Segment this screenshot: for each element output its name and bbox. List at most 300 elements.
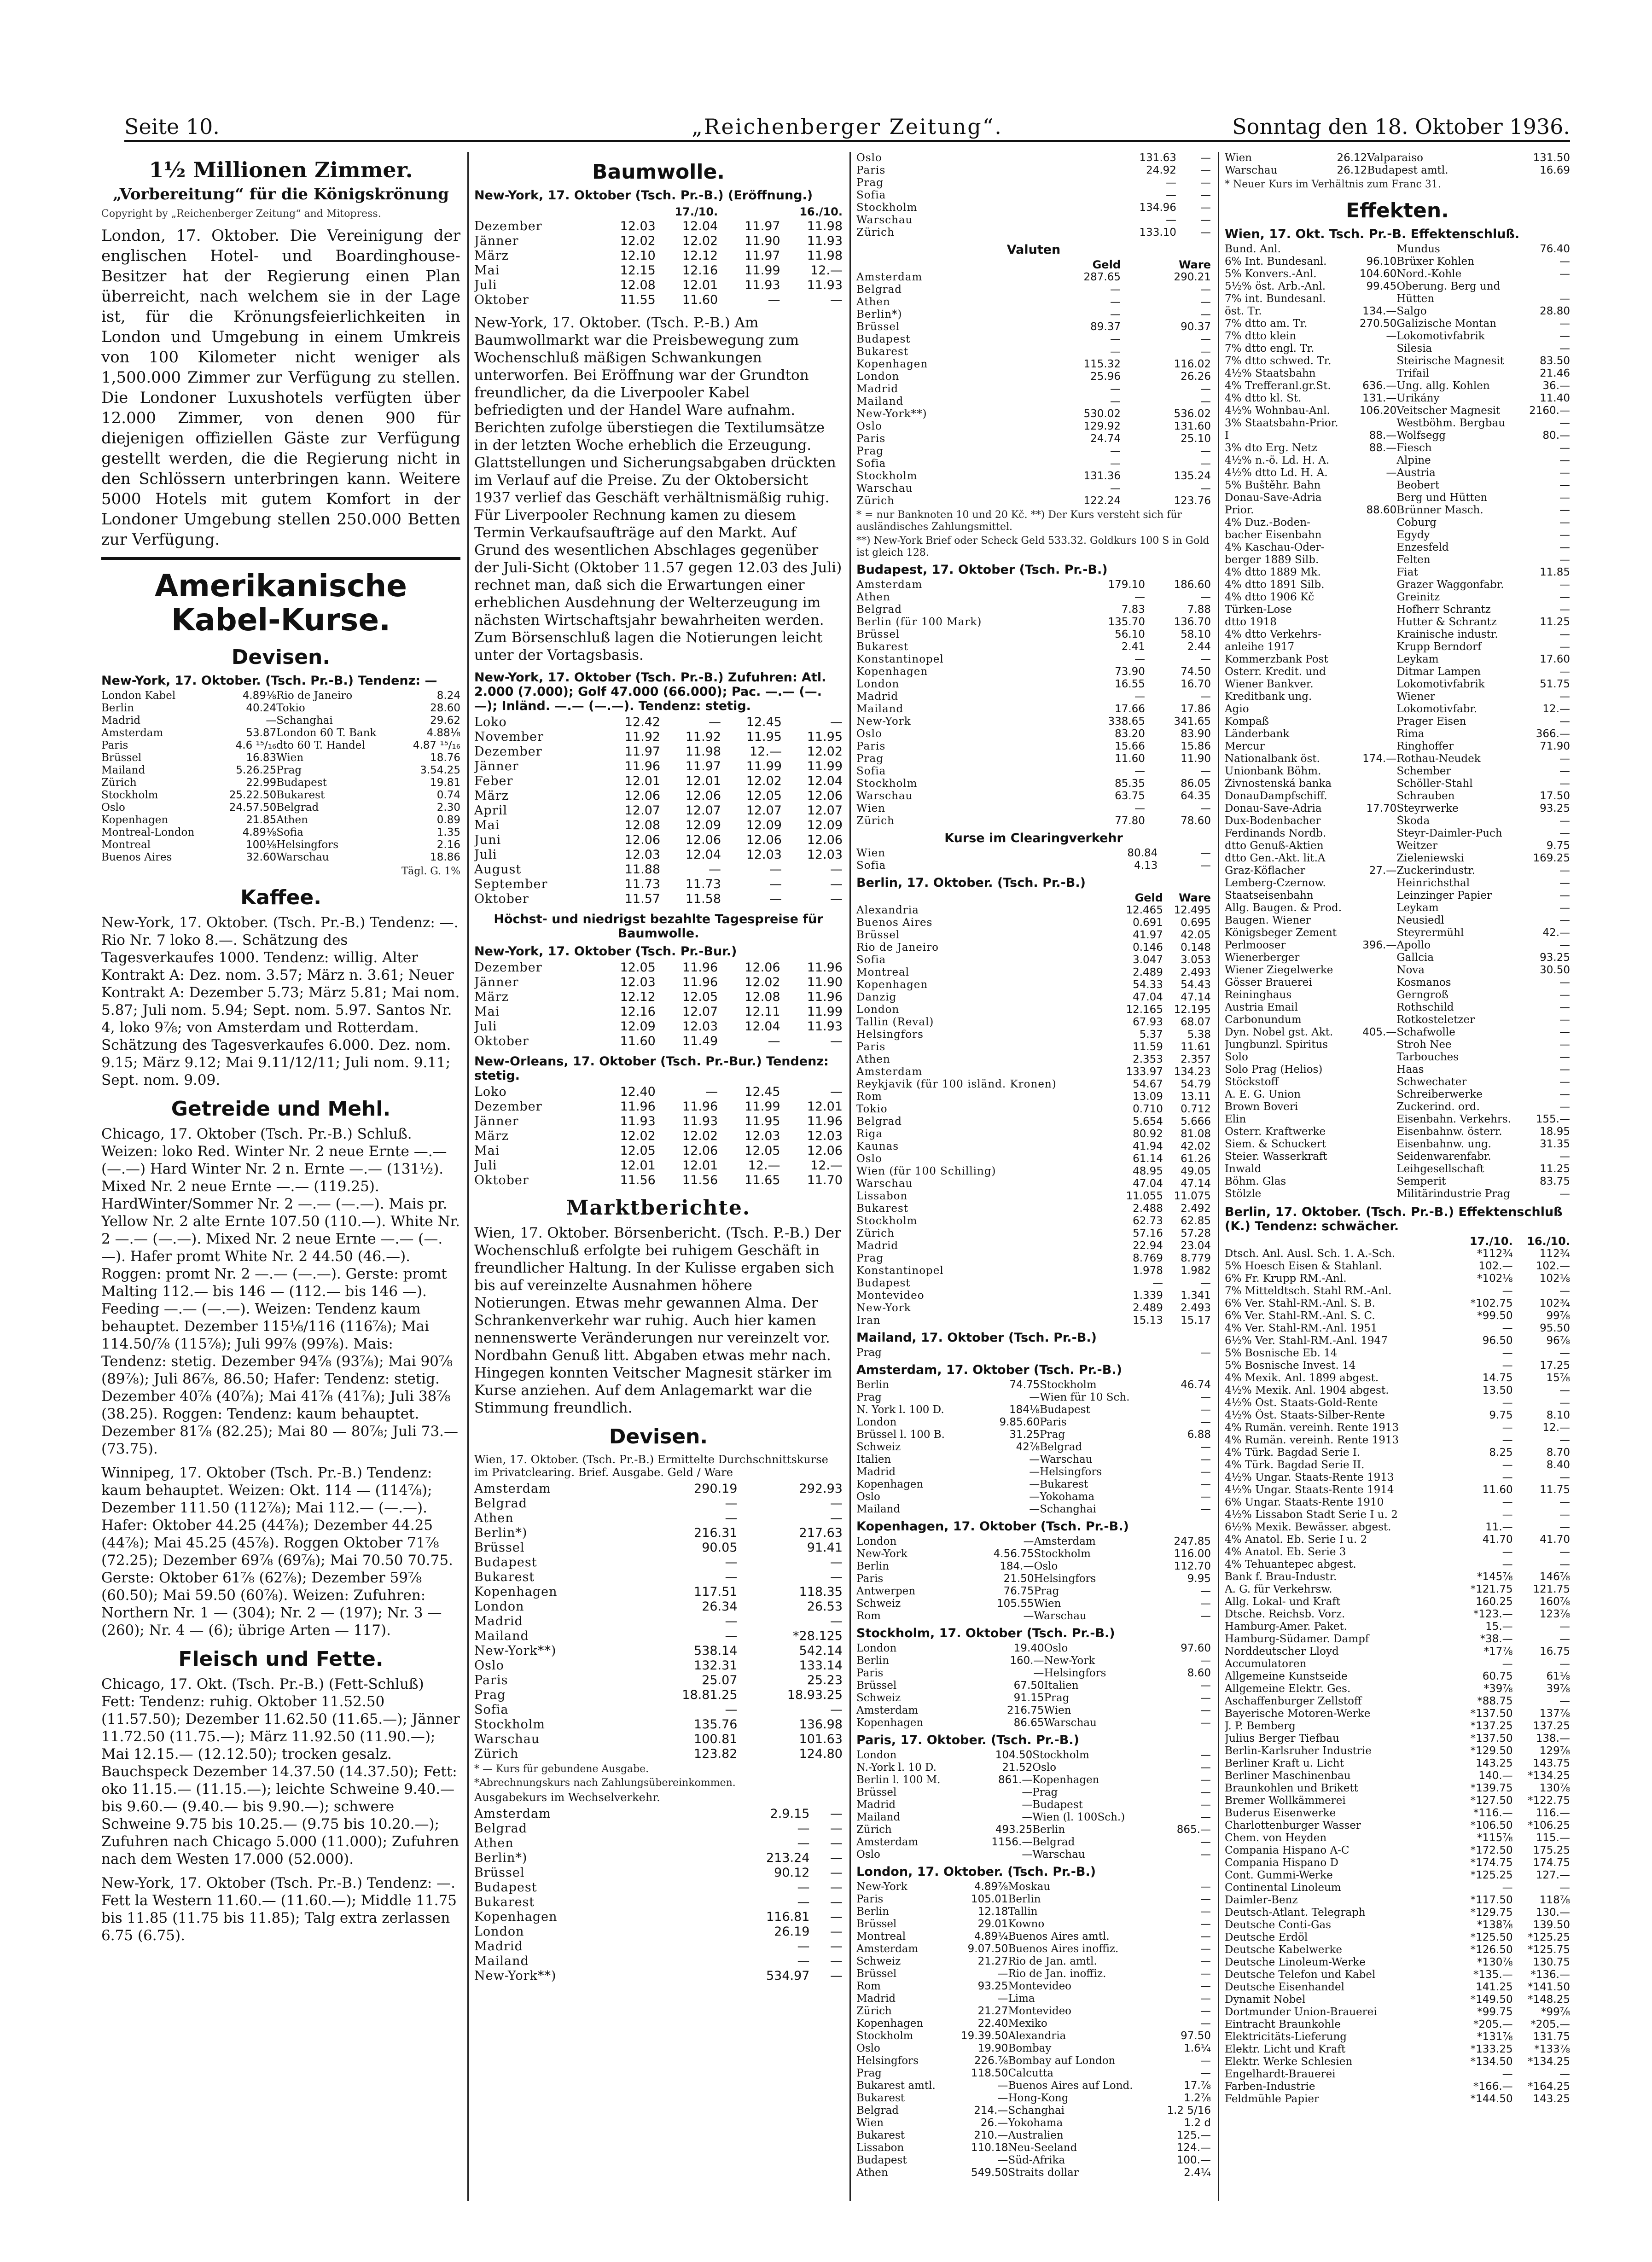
cell-value: —: [1559, 256, 1570, 267]
price-row: [474, 848, 843, 862]
cell-value: 25.23: [807, 1673, 843, 1687]
cell-value: 11.98: [807, 249, 843, 263]
cell-value: 549.50: [971, 2167, 1008, 2179]
price-row: [474, 1114, 843, 1129]
cell-value: 15.66: [1115, 740, 1145, 752]
cell-value: 7.83: [1121, 604, 1145, 616]
security-row: [1225, 554, 1570, 566]
cell-value: 25.22.50: [229, 789, 277, 801]
cell-value: —: [1559, 479, 1570, 491]
cell-value: —: [997, 2154, 1008, 2166]
cell-value: Kosmanos: [1396, 977, 1451, 989]
row-label: Sofia: [856, 954, 886, 966]
cell-value: 101.63: [799, 1732, 843, 1746]
cell-value: —: [1029, 1478, 1040, 1490]
row-label: Paris: [856, 1041, 886, 1053]
cell-value: Veitscher Magnesit: [1396, 405, 1501, 417]
cable-title: Amerikanische Kabel-Kurse.: [155, 568, 407, 638]
currency-row: [474, 1541, 843, 1555]
cell-value: Buenos Aires inoffiz.: [1008, 1943, 1119, 1955]
cell-value: —: [1559, 504, 1570, 516]
row-label: 4% dtto Verkehrs-: [1225, 628, 1322, 640]
cell-value: —: [1559, 902, 1570, 914]
cell-value: 11.97: [745, 219, 780, 233]
cell-value: 21.85: [246, 814, 277, 826]
security-row: [1225, 1944, 1570, 1956]
cell-value: Leihgesellschaft: [1396, 1163, 1484, 1175]
row-label: Prag: [856, 1252, 884, 1264]
currency-row: [856, 765, 1211, 778]
row-label: Antwerpen: [856, 1585, 916, 1597]
cell-value: —: [1559, 628, 1570, 640]
cell-value: —: [1200, 445, 1211, 457]
currency-row: [856, 591, 1211, 604]
row-label: Berlin-Karlsruher Industrie: [1225, 1745, 1372, 1757]
cell-value: 11.85: [1540, 566, 1570, 578]
cell-value: 11.90: [745, 234, 780, 248]
cell-value: 130⅞: [1539, 1782, 1570, 1794]
cell-value: 133.97: [1126, 1066, 1163, 1078]
security-row: [1225, 1981, 1570, 1994]
cell-value: 11.65: [745, 1173, 780, 1187]
cell-value: 12.01: [620, 1158, 656, 1173]
cell-value: 12.05: [745, 1144, 780, 1158]
cell-value: —: [1559, 417, 1570, 429]
security-row: [1225, 952, 1570, 964]
cell-value: 29.62: [430, 715, 460, 727]
cell-value: —: [830, 1703, 843, 1717]
cell-value: 16.70: [1181, 678, 1211, 690]
row-label: Brüssel: [856, 929, 900, 941]
row-label: Zürich: [856, 2005, 892, 2017]
security-row: [1225, 2056, 1570, 2068]
cell-value: [1355, 492, 1396, 504]
security-row: [1225, 1745, 1570, 1757]
row-label: Julius Berger Tiefbau: [1225, 1733, 1339, 1744]
currency-row: [856, 1190, 1211, 1203]
cell-value: Schanghai: [276, 715, 333, 727]
cell-value: Rotkosteletzer: [1396, 1014, 1475, 1026]
row-label: 6% Ungar. Staats-Rente 1910: [1225, 1496, 1384, 1508]
cell-value: 25.10: [1181, 433, 1211, 445]
row-label: 7% Mitteldtsch. Stahl RM.-Anl.: [1225, 1285, 1392, 1297]
cell-value: 26.26: [1181, 371, 1211, 383]
cell-value: 12.—: [810, 1158, 843, 1173]
cell-value: —: [1134, 653, 1145, 665]
row-label: Königsbeger Zement: [1225, 927, 1337, 939]
row-label: Živnostenská banka: [1225, 778, 1332, 790]
cell-value: —: [1200, 483, 1211, 494]
cell-value: 12.40: [620, 1085, 656, 1099]
row-label: Paris: [856, 1667, 884, 1679]
cell-value: Westböhm. Bergbau: [1396, 417, 1506, 429]
cell-value: *115⅞: [1477, 1832, 1513, 1844]
row-label: Amsterdam: [474, 1807, 551, 1821]
row-label: Amsterdam: [856, 1704, 919, 1716]
row-label: I: [1225, 430, 1229, 442]
security-row: [1225, 1820, 1570, 1832]
security-row: [1225, 430, 1570, 442]
price-row: [474, 1144, 843, 1158]
cell-value: —: [1110, 296, 1121, 308]
row-label: Brüssel: [101, 752, 142, 764]
cell-value: 12.05: [746, 789, 782, 803]
cell-value: Fiesch: [1396, 442, 1432, 454]
cell-value: 21.50: [1003, 1573, 1034, 1585]
currency-row: [856, 1227, 1211, 1240]
cell-value: Coburg: [1396, 517, 1437, 529]
row-label: Prag: [856, 1391, 882, 1403]
row-label: 4½% Mexik. Anl. 1904 abgest.: [1225, 1384, 1389, 1396]
row-label: Compania Hispano A-C: [1225, 1844, 1350, 1856]
row-label: 4% dtto 1889 Mk.: [1225, 566, 1321, 578]
cell-value: [1355, 815, 1396, 827]
cell-value: 28.60: [430, 702, 460, 714]
cell-value: [1355, 890, 1396, 902]
cell-value: 21.46: [1540, 367, 1570, 379]
cell-value: dto 60 T. Handel: [276, 739, 365, 751]
separator: [101, 557, 460, 560]
currency-row: [856, 2080, 1211, 2092]
dev-note: * — Kurs für gebundene Ausgabe.: [474, 1763, 649, 1775]
security-row: [1225, 492, 1570, 504]
berlin-effekten-sub: Berlin, 17. Oktober. (Tsch. Pr.-B.) Effektenschluß (K.) Tendenz: schwächer.: [1225, 1205, 1563, 1233]
cell-value: 16.69: [1540, 164, 1570, 176]
security-row: [1225, 1844, 1570, 1857]
cell-value: 31.25: [1009, 1429, 1040, 1441]
row-label: Belgrad: [856, 604, 902, 616]
row-label: dtto Gen.-Akt. lit.A: [1225, 852, 1326, 864]
cell-value: 123.82: [694, 1747, 738, 1761]
cell-value: [1355, 877, 1396, 890]
row-label: Montreal: [856, 966, 910, 978]
cell-value: —: [1559, 877, 1570, 889]
currency-row: [474, 1585, 843, 1599]
security-row: [1225, 355, 1570, 367]
security-row: [1225, 280, 1570, 293]
cell-value: 17.60: [1540, 653, 1570, 665]
cell-value: 24.92: [1146, 164, 1176, 176]
row-label: Prag: [856, 1347, 882, 1359]
cell-value: 12.04: [807, 774, 843, 788]
row-label: Brüssel l. 100 B.: [856, 1429, 945, 1441]
cell-value: [1355, 517, 1396, 529]
cell-value: 2.488: [1133, 1203, 1163, 1215]
currency-row: [856, 1347, 1211, 1359]
cell-value: —: [1200, 691, 1211, 703]
cell-value: —: [705, 1085, 718, 1099]
cell-value: *106.50: [1470, 1820, 1513, 1832]
london-table: [856, 1881, 1211, 2179]
security-row: [1225, 1882, 1570, 1894]
row-label: London: [856, 1642, 897, 1654]
currency-row: [856, 1240, 1211, 1252]
copyright-note: Copyright by „Reichenberger Zeitung“ and Mitopress.: [101, 208, 381, 220]
cell-value: 15⅞: [1546, 1372, 1570, 1384]
currency-row: [856, 1379, 1211, 1391]
cell-value: 11.25: [1540, 616, 1570, 628]
cell-value: [1355, 529, 1396, 541]
cell-value: *130⅞: [1477, 1956, 1513, 1968]
cell-value: —: [1200, 1503, 1211, 1515]
cell-value: 146⅞: [1539, 1571, 1570, 1583]
row-label: Stockholm: [856, 2030, 913, 2042]
currency-row: [856, 1165, 1211, 1178]
cell-value: 11.93: [745, 278, 780, 292]
cell-value: *134.50: [1470, 2056, 1513, 2068]
currency-row: [856, 1252, 1211, 1265]
currency-row: [101, 839, 460, 851]
cell-value: Prag: [1034, 1585, 1059, 1597]
cell-value: Tarbouches: [1396, 1051, 1459, 1063]
row-label: DonauDampfschiff.: [1225, 790, 1327, 802]
security-row: [1225, 541, 1570, 554]
cell-value: [1355, 1051, 1396, 1064]
currency-row: [856, 1704, 1211, 1717]
cell-value: —: [830, 1866, 843, 1880]
row-label: 7% dtto engl. Tr.: [1225, 343, 1315, 355]
cell-value: 11.92: [685, 730, 721, 744]
security-row: [1225, 1151, 1570, 1163]
cell-value: Bukarest: [1040, 1478, 1088, 1490]
cell-value: —: [830, 862, 843, 877]
cell-value: 11.93: [807, 1019, 843, 1034]
cell-value: [1355, 1101, 1396, 1113]
security-row: [1225, 802, 1570, 815]
cell-value: 18.81.25: [682, 1688, 738, 1702]
cell-value: Urikány: [1396, 392, 1440, 404]
berlin-sub: Berlin, 17. Oktober. (Tsch. Pr.-B.): [856, 876, 1086, 890]
cell-value: 11.73: [624, 877, 661, 891]
currency-row: [856, 847, 1211, 860]
cell-value: —: [725, 1570, 738, 1584]
row-label: 6½% Ver. Stahl-RM.-Anl. 1947: [1225, 1335, 1388, 1347]
cell-value: 18.76: [430, 752, 460, 764]
cell-value: Trifail: [1396, 367, 1429, 379]
cell-value: —: [997, 1968, 1008, 1980]
row-label: 4½% dtto Ld. H. A.: [1225, 467, 1328, 479]
security-row: [1225, 703, 1570, 715]
cell-value: New-York: [1044, 1655, 1095, 1667]
cell-value: 12.06: [807, 1144, 843, 1158]
cell-value: *174.75: [1470, 1857, 1513, 1869]
cell-value: —: [1559, 1882, 1570, 1894]
security-row: [1225, 964, 1570, 977]
cell-value: Felten: [1396, 554, 1431, 566]
cell-value: 24.57.50: [229, 802, 277, 814]
currency-row: [856, 1598, 1211, 1610]
row-label: dtto Genuß-Aktien: [1225, 840, 1324, 852]
row-label: Dtsch. Anl. Ausl. Sch. 1. A.-Sch.: [1225, 1248, 1396, 1260]
cell-value: 12.02: [620, 234, 656, 248]
row-label: New-York**): [474, 1969, 557, 1983]
currency-row: [856, 2042, 1211, 2055]
cell-value: *125.25: [1528, 1931, 1570, 1943]
cell-value: —: [1502, 1322, 1513, 1334]
currency-row: [856, 296, 1211, 308]
cell-value: [1355, 715, 1396, 728]
cell-value: 54.67: [1133, 1078, 1163, 1090]
cell-value: [1355, 740, 1396, 753]
cell-value: 11.96: [807, 990, 843, 1004]
no-sub: New-Orleans, 17. Oktober (Tsch. Pr.-Bur.) Tendenz: stetig.: [474, 1054, 829, 1083]
currency-row: [856, 189, 1211, 202]
cell-value: 15.17: [1181, 1314, 1211, 1326]
row-label: Brown Boveri: [1225, 1101, 1298, 1113]
row-label: Montreal: [856, 1931, 906, 1942]
row-label: Oslo: [856, 728, 882, 740]
row-label: Zürich: [856, 227, 895, 238]
cell-value: —: [1165, 214, 1176, 226]
cell-value: Wien: [1044, 1704, 1071, 1716]
cell-value: —: [1200, 1786, 1211, 1798]
cell-value: 1.2⅞: [1184, 2092, 1211, 2104]
cell-value: [1355, 1001, 1396, 1014]
cell-value: Mexiko: [1008, 2018, 1047, 2029]
cell-value: *137.50: [1470, 1708, 1513, 1720]
security-row: [1225, 890, 1570, 902]
cell-value: 47.14: [1181, 1178, 1211, 1190]
cell-value: —: [1200, 308, 1211, 320]
currency-row: [856, 1277, 1211, 1290]
hoechst-heading: Höchst- und niedrigst bezahlte Tagespreise für Baumwolle.: [494, 912, 823, 941]
cell-value: 0.74: [436, 789, 460, 801]
row-label: Bremer Wollkämmerei: [1225, 1795, 1346, 1807]
currency-row: [856, 790, 1211, 802]
currency-row: [856, 420, 1211, 433]
cell-value: 71.90: [1540, 740, 1570, 752]
cell-value: Yokohama: [1040, 1491, 1095, 1503]
security-row: [1225, 1335, 1570, 1347]
row-label: Italien: [856, 1454, 891, 1465]
cell-value: [1355, 616, 1396, 628]
cell-value: 11.57: [624, 892, 661, 906]
cell-value: *129.50: [1470, 1745, 1513, 1757]
dev-sub: Wien, 17. Oktober. (Tsch. Pr.-B.) Ermittelte Durchschnittskurse im Privatclearing. Brief. Ausgabe. Geld / Ware: [474, 1453, 828, 1479]
cell-value: 11.92: [624, 730, 661, 744]
cell-value: Beobert: [1396, 479, 1440, 491]
ny3-sub: New-York, 17. Oktober (Tsch. Pr.-Bur.): [474, 944, 737, 959]
row-label: 7% dtto schwed. Tr.: [1225, 355, 1332, 367]
row-label: Danzig: [856, 991, 897, 1003]
cell-value: —: [1029, 1391, 1040, 1403]
cell-value: 13.09: [1133, 1091, 1163, 1103]
cell-value: 96.10: [1366, 256, 1397, 267]
cell-value: —: [1200, 1955, 1211, 1967]
cell-value: 12.02: [682, 1129, 718, 1143]
cell-value: 80.92: [1133, 1128, 1163, 1140]
currency-row: [856, 728, 1211, 740]
row-label: Stockholm: [856, 1215, 918, 1227]
row-label: Montevideo: [856, 1290, 925, 1302]
security-row: [1225, 1076, 1570, 1088]
currency-row: [856, 815, 1211, 827]
security-row: [1225, 467, 1570, 479]
row-label: New-York: [856, 715, 911, 727]
row-label: Paris: [856, 1893, 884, 1905]
cell-value: —: [1200, 1762, 1211, 1774]
cell-value: Eisenbahnw. ung.: [1396, 1138, 1491, 1150]
cell-value: 11.93: [682, 1114, 718, 1128]
currency-row: [856, 860, 1211, 872]
cell-value: *133⅞: [1534, 2043, 1570, 2055]
cell-value: 130.—: [1536, 1907, 1570, 1919]
cell-value: —: [1559, 977, 1570, 989]
row-label: Jungbunzl. Spiritus: [1225, 1039, 1328, 1051]
price-row: [474, 975, 843, 990]
cell-value: 47.14: [1181, 991, 1211, 1003]
cell-value: 12.03: [807, 1129, 843, 1143]
cell-value: 56.10: [1115, 628, 1145, 640]
cell-value: Galizische Montan: [1396, 318, 1496, 330]
cell-value: Straits dollar: [1008, 2167, 1079, 2179]
cell-value: 2.492: [1181, 1203, 1211, 1215]
cell-value: —: [1559, 890, 1570, 901]
row-label: Schweiz: [856, 1692, 901, 1704]
cell-value: Warschau: [276, 851, 329, 863]
row-label: Prag: [856, 177, 884, 189]
row-label: Deutsche Telefon und Kabel: [1225, 1969, 1376, 1981]
cell-value: —: [1559, 529, 1570, 541]
cell-value: Bombay: [1008, 2042, 1052, 2054]
cell-value: 96.50: [1482, 1335, 1513, 1347]
price-row: [474, 293, 843, 308]
cell-value: —: [1200, 214, 1211, 226]
cell-value: —: [1502, 1459, 1513, 1471]
currency-row: [101, 802, 460, 814]
row-label: 4½% Öst. Staats-Silber-Rente: [1225, 1409, 1385, 1421]
cell-value: —: [830, 1925, 843, 1939]
cell-value: 636.—: [1362, 380, 1397, 392]
cell-value: —: [1559, 2068, 1570, 2080]
cell-value: —: [1502, 1397, 1513, 1409]
cell-value: 22.94: [1133, 1240, 1163, 1252]
cell-value: —: [1200, 1347, 1211, 1359]
cell-value: *102⅛: [1477, 1273, 1513, 1285]
cell-value: 11.99: [745, 263, 780, 278]
cell-value: 11.55: [620, 293, 656, 307]
row-label: Ferdinands Nordb.: [1225, 827, 1326, 839]
cell-value: Greinitz: [1396, 591, 1440, 603]
cell-value: 129⅞: [1539, 1745, 1570, 1757]
row-label: Warschau: [1225, 164, 1278, 176]
row-label: Berlin (für 100 Mark): [856, 616, 982, 628]
cell-value: —: [1559, 1496, 1570, 1508]
cell-value: Wien für 10 Sch.: [1040, 1391, 1130, 1403]
security-row: [1225, 1163, 1570, 1175]
currency-row: [474, 1821, 843, 1836]
cell-value: —: [830, 715, 843, 729]
cell-value: —: [1200, 591, 1211, 603]
currency-row: [856, 346, 1211, 358]
row-label: 4% dtto kl. St.: [1225, 392, 1302, 404]
currency-row: [101, 777, 460, 789]
cell-value: —: [1559, 666, 1570, 678]
security-row: [1225, 1521, 1570, 1534]
row-label: Oktober: [474, 293, 529, 307]
cell-value: —: [830, 1836, 843, 1850]
security-row: [1225, 1596, 1570, 1608]
column-3: [856, 152, 1211, 2201]
cell-value: 25.07: [702, 1673, 738, 1687]
row-label: Deutsche Eisenhandel: [1225, 1981, 1344, 1993]
cell-value: Bukarest: [276, 789, 325, 801]
row-label: Lissabon: [856, 2142, 904, 2154]
security-row: [1225, 2006, 1570, 2018]
cell-value: 4.13: [1134, 860, 1158, 872]
currency-row: [856, 2030, 1211, 2042]
dev-sub-2: Ausgabekurs im Wechselverkehr.: [474, 1791, 660, 1804]
